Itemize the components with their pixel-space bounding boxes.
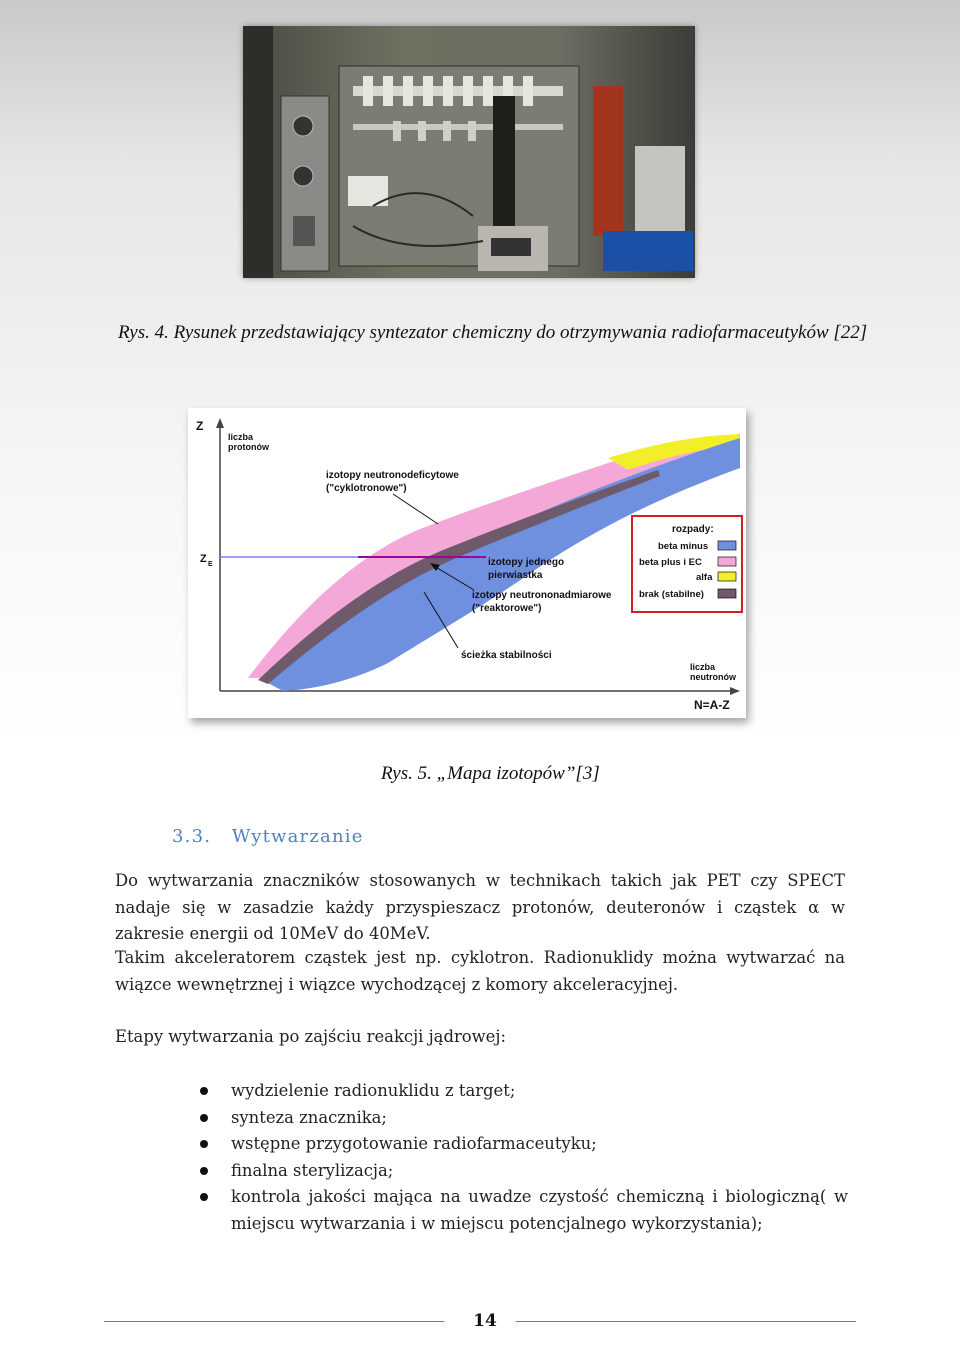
bullet-icon [200,1087,208,1095]
footer-divider-left [104,1321,444,1322]
svg-text:("reaktorowe"): ("reaktorowe") [472,603,542,614]
n-axis-label: N=A-Z [694,698,730,712]
neutron-excess-label: izotopy neutrononadmiarowe [472,590,612,601]
svg-text:neutronów: neutronów [690,672,736,682]
legend-label-stable: brak (stabilne) [639,589,704,600]
ze-label: Z [200,553,207,565]
synthesizer-photo [243,26,695,278]
svg-text:pierwiastka: pierwiastka [488,570,543,581]
neutron-deficient-label: izotopy neutronodeficytowe [326,470,459,481]
paragraph-accelerators: Do wytwarzania znaczników stosowanych w technikach takich jak PET czy SPECT nadaje się w zasadzie każdy przyspieszacz protonów, deuteronów i cząstek α w zakresie energii od 10MeV do 40MeV. [115,871,845,943]
svg-text:liczba: liczba [228,432,254,442]
isotope-map-figure [188,408,746,718]
legend-swatch-alpha [718,572,736,581]
legend-swatch-beta-minus [718,541,736,550]
legend-label-beta-minus: beta minus [658,541,709,552]
list-item: wstępne przygotowanie radiofarmaceutyku; [200,1131,848,1158]
page-number: 14 [473,1311,497,1331]
list-item: synteza znacznika; [200,1105,848,1132]
legend-label-alpha: alfa [696,572,713,583]
svg-text:protonów: protonów [228,442,269,452]
decay-legend [632,516,742,612]
stability-path-label: ścieżka stabilności [461,650,552,661]
list-item: kontrola jakości mająca na uwadze czystość chemiczną i biologiczną( w miejscu wytwarzania i w miejscu potencjalnego wykorzystania); [200,1184,848,1237]
section-heading: 3.3. Wytwarzanie [172,826,364,847]
ze-sub-label: E [208,561,213,568]
figure-4-caption: Rys. 4. Rysunek przedstawiający syntezator chemiczny do otrzymywania radiofarmaceutyków [22] [118,322,868,343]
bullet-icon [200,1167,208,1175]
legend-label-beta-plus: beta plus i EC [639,557,702,568]
svg-text:liczba: liczba [690,662,716,672]
bullet-icon [200,1140,208,1148]
legend-swatch-beta-plus [718,557,736,566]
production-steps-list [200,1078,848,1237]
svg-text:("cyklotronowe"): ("cyklotronowe") [326,483,407,494]
z-axis-label: Z [196,419,204,433]
list-item: finalna sterylizacja; [200,1158,848,1185]
figure-5-caption: Rys. 5. „Mapa izotopów”[3] [381,763,600,784]
bullet-icon [200,1193,208,1201]
paragraph-cyclotron: Takim akceleratorem cząstek jest np. cyklotron. Radionuklidy można wytwarzać na wiązce wewnętrznej i wiązce wychodzącej z komory akceleracyjnej. [115,948,845,994]
legend-swatch-stable [718,589,736,598]
one-element-label: izotopy jednego [488,557,565,568]
list-item: wydzielenie radionuklidu z target; [200,1078,848,1105]
paragraph-stages-intro: Etapy wytwarzania po zajściu reakcji jądrowej: [115,1027,506,1046]
footer-divider-right [516,1321,856,1322]
bullet-icon [200,1114,208,1122]
legend-title: rozpady: [672,524,714,535]
